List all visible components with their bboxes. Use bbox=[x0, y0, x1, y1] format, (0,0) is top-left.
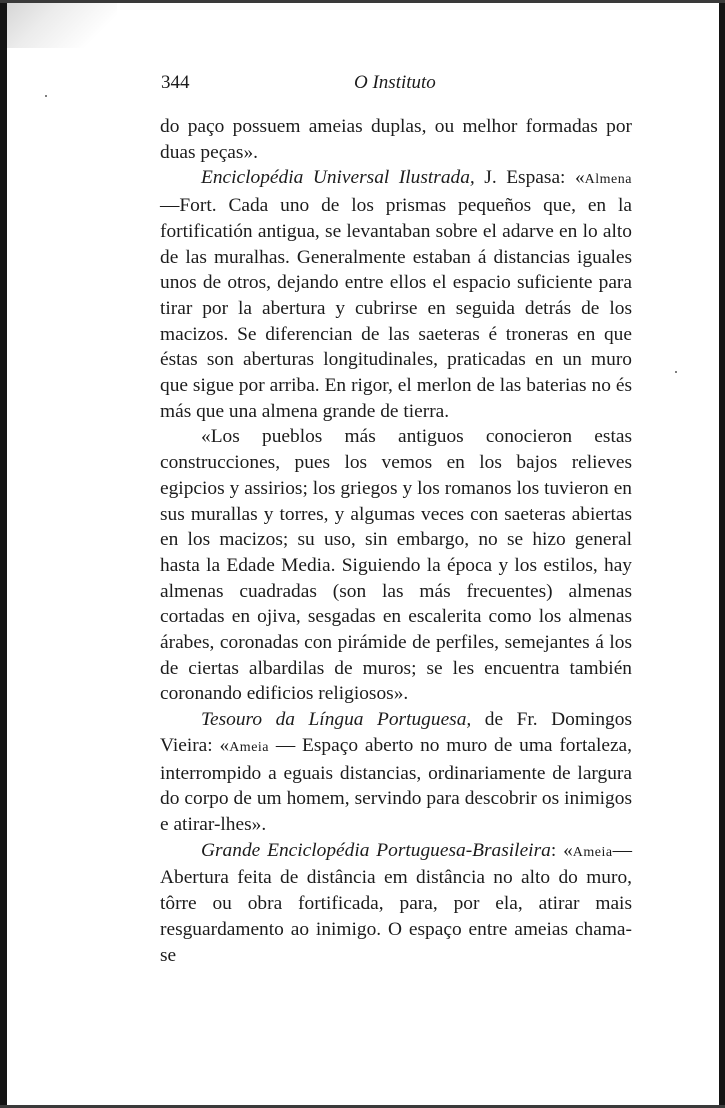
scan-border-left bbox=[0, 0, 7, 1108]
scan-speck bbox=[675, 371, 677, 373]
scan-speck bbox=[45, 95, 47, 97]
paragraph-quote: «Los pueblos más antiguos conocieron estas construcciones, pues los vemos en los bajos relieves egipcios y assirios; los griegos y los romanos los tuvieron en sus murallas y torres, y algumas veces con saeteras abiertas en los macizos; su uso, sin embargo, no se hizo general hasta la Edade Media. Siguiendo la época y los estilos, hay almenas cuadradas (son las más frecuentes) almenas cortadas en ojiva, sesgadas en escalerita como los almenas árabes, coronadas con pirámide de perfiles, semejantes á los de ciertas albardilas de muros; se les encuentra también coronando edificios religiosos». bbox=[160, 426, 632, 705]
source-title: Grande Enciclopédia Portuguesa-Brasileira bbox=[201, 839, 551, 861]
page-header bbox=[161, 72, 631, 100]
source-title: Tesouro da Língua Portuguesa, bbox=[201, 709, 472, 731]
headword: Almena bbox=[584, 172, 632, 188]
scan-smudge bbox=[7, 3, 117, 48]
entry-text: — Abertura feita de distância em distância no alto do muro, tôrre ou obra fortificada, para, por ela, atirar mais resguardamento ao inimigo. O espaço entre ameias chama-se bbox=[160, 839, 632, 966]
running-title: O Instituto bbox=[354, 72, 436, 93]
source-title: Enciclopédia Universal Ilustrada, bbox=[201, 167, 475, 189]
entry-text: —Fort. Cada uno de los prismas pequeños que, en la fortificatión antigua, se levantaban sobre el adarve en lo alto de las muralhas. Generalmente estaban á distancias iguales unos de otros, dejando entre ellos el espacio suficiente para tirar por la abertura y cubrirse en seguida detrás de los macizos. Se diferencian de las saeteras é troneras en que éstas son aberturas longitudinales, praticadas en un muro que sigue por arriba. En rigor, el merlon de las baterias no és más que una almena grande de tierra. bbox=[160, 195, 632, 422]
headword: Ameia bbox=[229, 739, 270, 755]
body-text bbox=[160, 114, 632, 968]
paragraph-continuation: do paço possuem ameias duplas, ou melhor formadas por duas peças». bbox=[160, 116, 632, 163]
source-attribution: J. Espasa: « bbox=[474, 167, 585, 189]
source-attribution: : « bbox=[550, 839, 573, 861]
paragraph-espasa bbox=[160, 165, 632, 424]
page-number: 344 bbox=[161, 72, 190, 93]
paragraph-tesouro bbox=[160, 707, 632, 838]
entry-text: — Espaço aberto no muro de uma fortaleza, interrompido a eguais distancias, ordinariamente de largura do corpo de um homem, servindo para descobrir os inimigos e atirar-lhes». bbox=[160, 734, 633, 835]
scan-border-right bbox=[719, 0, 725, 1108]
paragraph-grande bbox=[160, 838, 632, 969]
headword: Ameia bbox=[572, 844, 613, 860]
source-attribution: de Fr. Domingos Vieira: « bbox=[160, 709, 632, 756]
